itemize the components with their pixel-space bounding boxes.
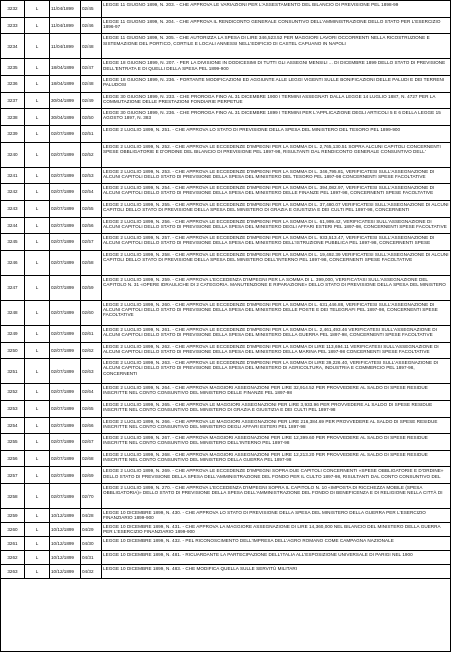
record-ref: 02/46 <box>81 18 102 34</box>
table-row <box>1 359 450 384</box>
record-type: L <box>25 343 50 359</box>
record-ref: 04/29 <box>81 523 102 536</box>
record-number: 3236 <box>1 76 25 92</box>
record-ref: 02/50 <box>81 109 102 125</box>
record-number: 3244 <box>1 218 25 234</box>
record-type: L <box>25 467 50 483</box>
record-type: L <box>25 551 50 564</box>
record-description: LEGGE 11 GIUGNO 1899, N. 204. - CHE APPROVA IL RENDICONTO GENERALE CONSUNTIVO DELL'AMMINISTRAZIONE DELLO STATO PER L'ESERCIZIO 1896-97 <box>103 18 441 29</box>
table-row <box>1 234 450 251</box>
record-description: LEGGE 2 LUGLIO 1899, N. 267. - CHE APPROVA MAGGIORI ASSEGNAZIONI PER LIRE 12,399.60 PER PROVVEDERE AL SALDO DI SPESE RESIDUE INSCRITTE NEL CONTO CONSUNTIVO DEL MINISTERO DELL'INTERNO PEL 1897-98 <box>103 435 428 446</box>
record-description: LEGGE 10 DICEMBRE 1899, N. 483. - CHE MODIFICA QUELLA SULLE SERVITÙ MILITARI <box>103 566 298 572</box>
record-description: LEGGE 2 LUGLIO 1899, N. 260. - CHE APPROVA LE ECCEDENZE D'IMPEGNI PER LA SOMMA DI L. 631,446.88, VERIFICATESI SULL'ASSEGNAZIONE DI ALCUNI CAPITOLI DELLO STATO DI PREVISIONE DELLA SPESA DEL MINISTERO DELLE POSTE E DEI TELEGRAFI PEL 1897-98, CONCERNENTI SPESE FACOLTATIVE <box>103 301 438 318</box>
record-date: 10/12/1899 <box>50 551 81 564</box>
record-date: 02/07/1899 <box>50 384 81 400</box>
record-number: 3259 <box>1 509 25 522</box>
record-type: L <box>25 384 50 400</box>
record-ref: 02/65 <box>81 401 102 417</box>
record-date: 02/07/1899 <box>50 326 81 342</box>
record-date: 10/12/1899 <box>50 523 81 536</box>
record-type: L <box>25 251 50 275</box>
record-ref: 02/48 <box>81 34 102 58</box>
table-row <box>1 18 450 35</box>
record-number: 3257 <box>1 467 25 483</box>
record-description: LEGGE 10 DICEMBRE 1899, N. 481. - RICUARDANTE LA PARTECIPAZIONE DELL'ITALIA ALL'ESPOSIZIONE UNIVERSALE DI PARIGI NEL 1900 <box>103 552 413 558</box>
record-ref: 02/58 <box>81 251 102 275</box>
record-type: L <box>25 301 50 325</box>
table-row <box>1 565 450 579</box>
record-number: 3245 <box>1 234 25 250</box>
table-row <box>1 434 450 451</box>
record-date: 30/04/1899 <box>50 93 81 109</box>
record-number: 3251 <box>1 359 25 383</box>
record-number: 3240 <box>1 143 25 167</box>
record-description: LEGGE 2 LUGLIO 1899, N. 266. - CHE APPROVA LE MAGGIORI ASSEGNAZIONI PER LIRE 216,384.69 PER PROVVEDERE AL SALDO DI SPESE RESIDUE INSCRITTE NEL CONTO CONSUNTIVO DEL MINISTERO DEGLI AFFARI ESTERI PEL 1897-98 <box>103 418 438 429</box>
record-date: 02/07/1899 <box>50 168 81 184</box>
record-date: 02/07/1899 <box>50 184 81 200</box>
record-number: 3233 <box>1 18 25 34</box>
record-date: 10/12/1899 <box>50 537 81 550</box>
record-type: L <box>25 168 50 184</box>
record-date: 02/07/1899 <box>50 401 81 417</box>
table-row <box>1 184 450 201</box>
record-number: 3261 <box>1 537 25 550</box>
record-type: L <box>25 184 50 200</box>
record-number: 3260 <box>1 523 25 536</box>
record-type: L <box>25 565 50 578</box>
record-date: 30/04/1899 <box>50 109 81 125</box>
record-date: 02/07/1899 <box>50 251 81 275</box>
record-type: L <box>25 418 50 434</box>
record-number: 3249 <box>1 326 25 342</box>
record-type: L <box>25 34 50 58</box>
record-number: 3256 <box>1 451 25 467</box>
record-type: L <box>25 276 50 300</box>
record-ref: 02/47 <box>81 59 102 75</box>
record-description: LEGGE 2 LUGLIO 1899, N. 263. - CHE APPROVA LE ECCEDENZE D'IMPEGNI PER LA SOMMA DI LIRE 39,226.40, VERIFICATESI SULL'ASSEGNAZIONE DI ALCUNI CAPITOLI DELLO STATO DI PREVISIONE DELLA SPESA DEL MINISTERO DI AGRICOLTURA, INDUSTRIA E COMMERCIO PEL 1897-98, CONCERNENTI <box>103 360 439 376</box>
record-ref: 02/66 <box>81 418 102 434</box>
record-type: L <box>25 76 50 92</box>
record-description: LEGGE 2 LUGLIO 1899, N. 259. - CHE APPROVA L'ECCEDENZA D'IMPEGNI PER LA SOMMA DI L. 399,000, VERIFICATASI SULL'ASSEGNAZIONE DEL CAPITOLO N. 31 «OPERE IDRAULICHE DI 2 CATEGORIA. MANUTENZIONE E RIPARAZIONE» DELLO STATO DI PREVISIONE DELLA SPESA DEL MINISTERO <box>103 276 446 288</box>
record-type: L <box>25 201 50 217</box>
table-row <box>1 343 450 360</box>
record-ref: 02/51 <box>81 126 102 142</box>
record-date: 02/07/1899 <box>50 484 81 508</box>
record-description: LEGGE 10 DICEMBRE 1899, N. 431. - CHE APPROVA LA MAGGIORE ASSEGNAZIONE DI LIRE 14,360,000 NEL BILANCIO DEL MINISTERO DELLA GUERRA PER L'ESERCIZIO FINANZIARIO 1899-900 <box>103 524 441 535</box>
record-ref: 02/68 <box>81 451 102 467</box>
record-description: LEGGE 10 DICEMBRE 1899, N. 432. - PEL RICONOSCIMENTO DELL'IMPRESA DELL'AGRO ROMANO COME CAMPAGNA NAZIONALE <box>103 538 394 544</box>
record-date: 10/12/1899 <box>50 509 81 522</box>
record-number: 3234 <box>1 34 25 58</box>
record-ref: 02/57 <box>81 234 102 250</box>
record-date: 02/07/1899 <box>50 234 81 250</box>
record-description: LEGGE 2 LUGLIO 1899, N. 252. - CHE APPROVA LE ECCEDENZE D'IMPEGNI PER LA SOMMA DI L. 2,765,130.51 SOPRA ALCUNI CAPITOLI CONCERNENTI SPESE OBBLIGATORIE E D'ORDINE DEL BILANCIO DI PREVISIONE PEL 1897-98, RISULTANTI DAL RENDICONTO GENERALE CONSUNTIVO DELL' <box>103 143 441 154</box>
record-number: 3243 <box>1 201 25 217</box>
record-number: 3232 <box>1 1 25 17</box>
record-number: 3239 <box>1 126 25 142</box>
table-row <box>1 168 450 185</box>
table-row <box>1 401 450 418</box>
table-row <box>1 276 450 301</box>
record-description: LEGGE 2 LUGLIO 1899, N. 265. - CHE APPROVA LE MAGGIORI ASSEGNAZIONI PER LIRE 3,933.96 PER PROVVEDERE AL SALDO DI SPESE RESIDUE INSCRITTE NEL CONTO CONSUNTIVO DEL MINISTERO DI GRAZIA E GIUSTIZIA E DEI CULTI PEL 1897-98 <box>103 401 433 413</box>
record-ref: 02/67 <box>81 434 102 450</box>
record-number: 3253 <box>1 401 25 417</box>
record-number: 3250 <box>1 343 25 359</box>
record-type: L <box>25 484 50 508</box>
record-ref: 02/61 <box>81 326 102 342</box>
record-description: LEGGE 30 GIUGNO 1899, N. 236. - CHE PROROGA FINO AL 31 DICEMBRE 1899 I TERMINI PER L'APPLICAZIONE DEGLI ARTICOLI 5 E 6 DELLA LEGGE 15 AGOSTO 1897, N. 383 <box>103 110 441 121</box>
record-date: 02/07/1899 <box>50 451 81 467</box>
record-number: 3262 <box>1 551 25 564</box>
record-description: LEGGE 2 LUGLIO 1899, N. 254. - CHE APPROVA LE ECCEDENZE D'IMPEGNI PER LA SOMMA DI L. 394,082.97, VERIFICATESI SULL'ASSEGNAZIONE DI ALCUNI CAPITOLI DELLO STATO DI PREVISIONE DELLA SPESA DEL MINISTERO DELLE FINANZE PEL 1897-98, CONCERNENTI SPESE FACOLTATIVE <box>103 185 435 196</box>
record-description: LEGGE 2 LUGLIO 1899, N. 258. - CHE APPROVA LE ECCEDENZE D'IMPEGNI PER LA SOMMA DI L. 19,492.39 VERIFICATESI SULL'ASSEGNAZIONE DI ALCUNI CAPITOLI DELLO STATO DI PREVISIONE DELLA SPESA DEL MINISTERO DELL'INTERNO PEL 1897-98, CONCERNENTI SPESE FACOLTATIVE <box>103 251 449 263</box>
record-description: LEGGE 30 GIUGNO 1899, N. 233. - CHE PROROGA FINO AL 31 DICEMBRE 1900 I TERMINI ASSEGNATI DALLA LEGGE 14 LUGLIO 1887, N. 4727 PER LA COMMUTAZIONE DELLE PRESTAZIONI FONDIARIE PERPETUE <box>103 93 436 104</box>
record-number: 3247 <box>1 276 25 300</box>
record-ref: 02/53 <box>81 168 102 184</box>
table-row <box>1 523 450 537</box>
record-number: 3242 <box>1 184 25 200</box>
record-ref: 02/59 <box>81 276 102 300</box>
record-ref: 02/56 <box>81 218 102 234</box>
record-date: 18/04/1899 <box>50 76 81 92</box>
record-number: 3255 <box>1 434 25 450</box>
table-row <box>1 301 450 326</box>
table-row <box>1 76 450 93</box>
table-row <box>1 484 450 509</box>
record-ref: 02/62 <box>81 343 102 359</box>
record-number: 3235 <box>1 59 25 75</box>
record-type: L <box>25 523 50 536</box>
record-description: LEGGE 18 GIUGNO 1899, N. 207. - PER LA DIVISIONE IN DODICESIMI DI TUTTI GLI ASSEGNI MENSILI ... DI DICEMBRE 1899 DELLO STATO DI PREVISIONE DELL'ENTRATA E DI QUELLI DELLA SPESA PEL 1899-900 <box>103 60 446 71</box>
record-date: 02/07/1899 <box>50 343 81 359</box>
record-description: LEGGE 2 LUGLIO 1899, N. 257. - CHE APPROVA LE ECCEDENZE D'IMPEGNI PER LA SOMMA DI L. 933,513.47, VERIFICATESI SULL'ASSEGNAZIONE DI ALCUNI CAPITOLI DELLO STATO DI PREVISIONE DELLA SPESA DEL MINISTERO DELL'ISTRUZIONE PUBBLICA PEL 1897-98, CONCERNENTI SPESE <box>103 235 435 246</box>
record-type: L <box>25 326 50 342</box>
record-description: LEGGE 11 GIUGNO 1899, N. 203. - CHE APPROVA LE VARIAZIONI PER L'ASSESTAMENTO DEL BILANCIO DI PREVISIONE PEL 1898-99 <box>103 2 399 7</box>
record-date: 02/07/1899 <box>50 201 81 217</box>
table-row <box>1 537 450 551</box>
record-date: 02/07/1899 <box>50 467 81 483</box>
record-description: LEGGE 2 LUGLIO 1899, N. 255. - CHE APPROVA LE ECCEDENZE D'IMPEGNI PER LA SOMMA DI L. 37,480.07 VERIFICATESI SULL'ASSEGNAZIONE DI ALCUNI CAPITOLI DELLO STATO DI PREVISIONE DELLA SPESA DEL MINISTERO DI GRAZIA E GIUSTIZIA E DEI CULTI PEL 1897-98, CONCERNENTI <box>103 201 449 213</box>
record-number: 3258 <box>1 484 25 508</box>
record-number: 3254 <box>1 418 25 434</box>
table-row <box>1 143 450 168</box>
record-date: 11/04/1899 <box>50 34 81 58</box>
record-description: LEGGE 10 DICEMBRE 1899, N. 430. - CHE APPROVA LO STATO DI PREVISIONE DELLA SPESA DEL MINISTERO DELLA GUERRA PER L'ESERCIZIO FINANZIARIO 1899-900 <box>103 510 426 521</box>
table-row <box>1 59 450 76</box>
record-ref: 04/28 <box>81 509 102 522</box>
record-number: 3252 <box>1 384 25 400</box>
record-type: L <box>25 434 50 450</box>
table-body <box>1 1 450 579</box>
table-row <box>1 1 450 18</box>
record-description: LEGGE 2 LUGLIO 1899, N. 268. - CHE APPROVA MAGGIORI ASSEGNAZIONI PER LIRE 12,213.20 PER PROVVEDERE AL SALDO DI SPESE RESIDUE INSCRITTE NEL CONTO CONSUNTIVO DEL MINISTERO DELLA GUERRA PEL 1897-98 <box>103 451 428 463</box>
record-date: 02/07/1899 <box>50 126 81 142</box>
table-row <box>1 34 450 59</box>
record-type: L <box>25 218 50 234</box>
record-date: 11/04/1899 <box>50 1 81 17</box>
table-row <box>1 126 450 143</box>
record-date: 02/07/1899 <box>50 418 81 434</box>
record-date: 02/07/1899 <box>50 434 81 450</box>
record-description: LEGGE 2 LUGLIO 1899, N. 253. - CHE APPROVA LE ECCEDENZE D'IMPEGNI PER LA SOMMA DI L. 346,795.81, VERIFICATESI SULL'ASSEGNAZIONE DI ALCUNI CAPITOLI DELLO STATO DI PREVISIONE DELLA SPESA DEL MINISTERO DEL TESORO PEL 1897-98 CONCERNENTI SPESE FACOLTATIVE <box>103 168 435 179</box>
record-number: 3241 <box>1 168 25 184</box>
table-row <box>1 251 450 276</box>
record-type: L <box>25 509 50 522</box>
table-row <box>1 201 450 218</box>
record-type: L <box>25 537 50 550</box>
record-number: 3263 <box>1 565 25 578</box>
record-type: L <box>25 359 50 383</box>
record-description: LEGGE 2 LUGLIO 1899, N. 262. - CHE APPROVA LE ECCEDENZE D'IMPEGNI PER LA SOMMA DI LIRE 113,694.11 VERIFICATESI SULL'ASSEGNAZIONE DI ALCUNI CAPITOLI DELLO STATO DI PREVISIONE DELLA SPESA DEL MINISTERO DELLA MARINA PEL 1897-98 CONCERNENTI SPESE FACOLTATIVE <box>103 343 439 354</box>
record-number: 3237 <box>1 93 25 109</box>
table-row <box>1 326 450 343</box>
table-row <box>1 451 450 468</box>
record-type: L <box>25 451 50 467</box>
record-date: 02/07/1899 <box>50 276 81 300</box>
table-row <box>1 509 450 523</box>
record-date: 02/07/1899 <box>50 143 81 167</box>
record-description: LEGGE 11 GIUGNO 1899, N. 205. - CHE AUTORIZZA LA SPESA DI LIRE 346,523.52 PER MAGGIORI LAVORI OCCORRENTI NELLA RICOSTRUZIONE E SISTEMAZIONE DEL PORTICO, CORTILE E LOCALI ANNESSI NELL'EDIFICIO DI CASTEL CAPUANO IN NAPOLI <box>103 35 430 46</box>
record-ref: 02/54 <box>81 184 102 200</box>
record-type: L <box>25 1 50 17</box>
record-number: 3238 <box>1 109 25 125</box>
record-description: LEGGE 2 LUGLIO 1899, N. 264. - CHE APPROVA MAGGIORI ASSEGNAZIONI PER LIRE 32,914.52 PER PROVVEDERE AL SALDO DI SPESE RESIDUE INSCRITTE NEL CONTO CONSUNTIVO DEL MINISTERO DELLE FINANZE PEL 1897-98 <box>103 385 428 396</box>
record-ref: 04/30 <box>81 537 102 550</box>
record-ref: 02/55 <box>81 201 102 217</box>
record-ref: 02/60 <box>81 301 102 325</box>
record-ref: 04/31 <box>81 551 102 564</box>
record-description: LEGGE 2 LUGLIO 1899, N. 256. - CHE APPROVA LE ECCEDENZE D'IMPEGNI PER LA SOMMA DI L. 61,999.42, VERIFICATESI SULL'ASSEGNAZIONE DI ALCUNI CAPITOLI DELLO STATO DI PREVISIONE DELLA SPESA DEL MINISTERO DEGLI AFFARI ESTERI PEL 1897-98, CONCERNENTI SPESE FACOLTATIVE <box>103 218 447 229</box>
record-description: LEGGE 2 LUGLIO 1899, N. 251. - CHE APPROVA LO STATO DI PREVISIONE DELLA SPESA DEL MINISTERO DEL TESORO PEL 1899-900 <box>103 126 401 132</box>
table-row <box>1 109 450 126</box>
record-description: LEGGE 2 LUGLIO 1899, N. 270. - CHE APPROVA L'ECCEDENZA D'IMPEGNI SOPRA IL CAPITOLO N. 10 «IMPOSTA DI RICCHEZZA MOBILE (SPESA OBBLIGATORIA)» DELLO STATO DI PREVISIONE DELLA SPESA DELL'AMMINISTRAZIONE DEL FONDO DI BENEFICENZA E DI RELIGIONE NELLA CITTÀ DI <box>103 485 443 496</box>
record-date: 02/07/1899 <box>50 359 81 383</box>
record-ref: 02/52 <box>81 143 102 167</box>
record-ref: 04/32 <box>81 565 102 578</box>
record-type: L <box>25 59 50 75</box>
record-type: L <box>25 401 50 417</box>
table-row <box>1 218 450 235</box>
record-type: L <box>25 234 50 250</box>
record-type: L <box>25 18 50 34</box>
record-date: 11/04/1899 <box>50 18 81 34</box>
table-row <box>1 551 450 565</box>
record-description: LEGGE 18 GIUGNO 1899, N. 236. - PORTANTE MODIFICAZIONI ED AGGIUNTE ALLE LEGGI VIGENTI SULLE BONIFICAZIONI DELLE PALUDI E DEI TERRENI PALUDOSI <box>103 76 445 88</box>
record-date: 02/07/1899 <box>50 301 81 325</box>
record-ref: 02/48 <box>81 76 102 92</box>
record-ref: 02/70 <box>81 484 102 508</box>
record-description: LEGGE 2 LUGLIO 1899, N. 261. - CHE APPROVA LE ECCEDENZE D'IMPEGNI PER LA SOMMA DI L. 2,461,493.46 VERIFICATESI SULL'ASSEGNAZIONE DI ALCUNI CAPITOLI DELLO STATO DI PREVISIONE DELLA SPESA DEL MINISTERO DELLA GUERRA PEL 1897-98, CONCERNENTI SPESE FACOLTATIVE <box>103 326 437 338</box>
record-number: 3248 <box>1 301 25 325</box>
table-row <box>1 93 450 110</box>
record-type: L <box>25 126 50 142</box>
record-date: 18/04/1899 <box>50 59 81 75</box>
record-ref: 02/69 <box>81 467 102 483</box>
record-ref: 02/64 <box>81 384 102 400</box>
record-ref: 02/63 <box>81 359 102 383</box>
table-row <box>1 384 450 401</box>
record-number: 3246 <box>1 251 25 275</box>
table-row <box>1 467 450 484</box>
table-row <box>1 418 450 435</box>
record-type: L <box>25 109 50 125</box>
record-description: LEGGE 2 LUGLIO 1899, N. 269. - CHE APPROVA LE ECCEDENZE D'IMPEGNI SOPRA DUE CAPITOLI CONCERNENTI «SPESE OBBLIGATORIE E D'ORDINE» DELLO STATO DI PREVISIONE DELLA SPESA DELL'AMMINISTRAZIONE DEL FONDO PER IL CULTO 1897-98, RISULTANTI DAL CONTO CONSUNTIVO DEL <box>103 468 444 479</box>
record-type: L <box>25 93 50 109</box>
record-ref: 02/45 <box>81 1 102 17</box>
record-date: 02/07/1899 <box>50 218 81 234</box>
record-ref: 02/49 <box>81 93 102 109</box>
record-type: L <box>25 143 50 167</box>
record-date: 10/12/1899 <box>50 565 81 578</box>
